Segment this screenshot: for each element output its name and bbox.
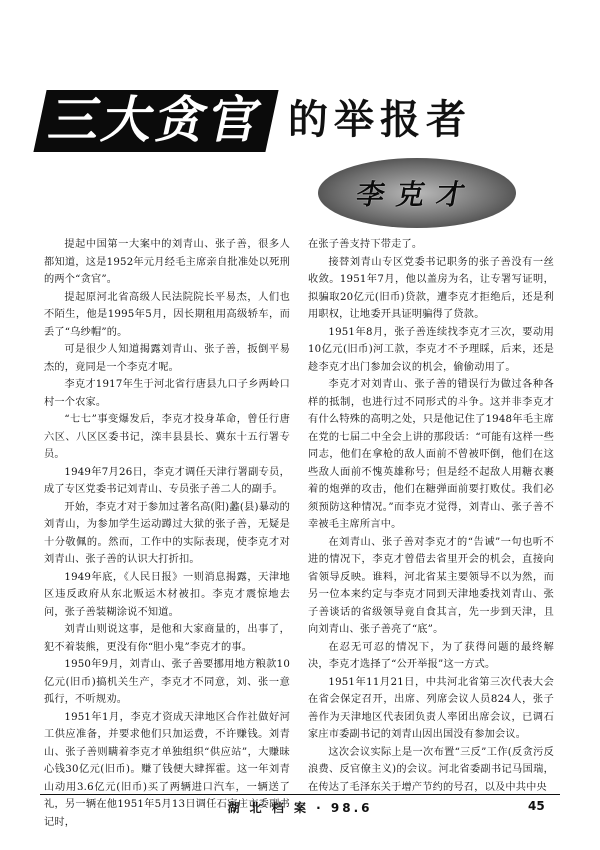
paragraph: 在刘青山、张子善对李克才的“告诫”一句也听不进的情况下，李克才曾借去省里开会的机会，直接向省领导反映。谁料，河北省某主要领导不以为然，而另一位本来约定与李克才同到天津地委找刘青山、张子善谈话的省级领导竟自食其言，先一步到天津，且向刘青山、张子善亮了“底”。 (308, 536, 554, 635)
paragraph: 刘青山则说这事，是他和大家商量的，出事了，犯不着装熊，更没有你“胆小鬼”李克才的事。 (44, 624, 290, 653)
author-name: 李克才 (353, 178, 480, 211)
title-highlight: 三大贪官 (33, 90, 278, 152)
right-column (308, 236, 554, 796)
paragraph: 李克才1917年生于河北省行唐县九口子乡两岭口村一个农家。 (44, 379, 290, 408)
paragraph: 1950年9月，刘青山、张子善要挪用地方粮款10亿元(旧币)搞机关生产，李克才不同意，刘、张一意孤行，不听规劝。 (44, 659, 290, 705)
page-number: 45 (528, 799, 545, 813)
paragraph: 1951年1月，李克才资成天津地区合作社做好河工供应准备，并要求他们只加运费，不许赚钱。刘青山、张子善则瞒着李克才单独组织“供应站”，大赚昧心钱30亿元(旧币)。赚了钱便大肆挥霍。这一年刘青山动用3.6亿元(旧币)买了两辆进口汽车，一辆送了礼，另一辆在他1951年5月13日调任石家庄市委副书记时， (44, 711, 290, 828)
paragraph: 提起原河北省高级人民法院院长平易杰，人们也不陌生，他是1995年5月，因长期租用高级轿车，而丢了“乌纱帽”的。 (44, 291, 290, 338)
paragraph: 1951年11月21日，中共河北省第三次代表大会在省会保定召开，出席、列席会议人员824人，张子善作为天津地区代表团负责人率团出席会议，已调石家庄市委副书记的刘青山因出国没有参加会议。 (308, 676, 554, 740)
paragraph: “七七”事变爆发后，李克才投身革命，曾任行唐六区、八区区委书记，滦丰县县长、冀东十五行署专员。 (44, 414, 290, 460)
paragraph: 1951年8月，张子善连续找李克才三次，要动用10亿元(旧币)河工款，李克才不予理睬，后来，还是趁李克才出门参加会议的机会，偷偷动用了。 (308, 326, 554, 373)
left-column (44, 236, 290, 831)
paragraph: 李克才对刘青山、张子善的错误行为做过各种各样的抵制，也进行过不同形式的斗争。这并非李克才有什么特殊的高明之处，只是他记住了1948年毛主席在党的七届二中全会上讲的那段话：“可能有这样一些同志，他们在拿枪的敌人面前不曾被吓倒，他们在这些敌人面前不愧英雄称号；但是经不起敌人用糖衣裹着的炮弹的攻击，他们在糖弹面前要打败仗。我们必须预防这种情况。”而李克才觉得，刘青山、张子善不幸被毛主席所言中。 (308, 379, 554, 530)
author-badge (318, 158, 516, 228)
footer-journal: 湖 北 档 案 · 98.6 (227, 801, 373, 815)
paragraph: 1949年底，《人民日报》一则消息揭露，天津地区违反政府从东北贩运木材被扣。李克才震惊地去问，张子善装糊涂说不知道。 (44, 571, 290, 618)
paragraph: 在忍无可忍的情况下，为了获得问题的最终解决，李克才选择了“公开举报”这一方式。 (308, 641, 554, 670)
paragraph: 可是很少人知道揭露刘青山、张子善，扳倒平易杰的，竟同是一个李克才呢。 (44, 344, 290, 373)
article-title (40, 82, 472, 152)
paragraph: 在张子善支持下带走了。 (308, 239, 423, 250)
footer-divider (40, 794, 560, 795)
paragraph: 1949年7月26日，李克才调任天津行署副专员，成了专区党委书记刘青山、专员张子善二人的副手。 (44, 466, 290, 495)
paragraph: 开始，李克才对于参加过著名高(阳)蠡(县)暴动的刘青山，为参加学生运动蹲过大狱的张子善，无疑是十分敬佩的。然而，工作中的实际表现，使李克才对刘青山、张子善的认识大打折扣。 (44, 501, 290, 565)
paragraph: 提起中国第一大案中的刘青山、张子善，很多人都知道，这是1952年元月经毛主席亲自批准处以死刑的两个“贪官”。 (44, 239, 290, 285)
paragraph: 接替刘青山专区党委书记职务的张子善没有一丝收敛。1951年7月，他以盖房为名，让专署写证明，拟骗取20亿元(旧币)贷款，遭李克才拒绝后，还是利用职权，让地委开具证明骗得了贷款。 (308, 256, 554, 320)
paragraph: 这次会议实际上是一次布置“三反”工作(反贪污反浪费、反官僚主义)的会议。河北省委副书记马国瑞，在传达了毛泽东关于增产节约的号召，以及中共中央 (308, 746, 554, 793)
title-rest: 的举报者 (288, 96, 472, 143)
